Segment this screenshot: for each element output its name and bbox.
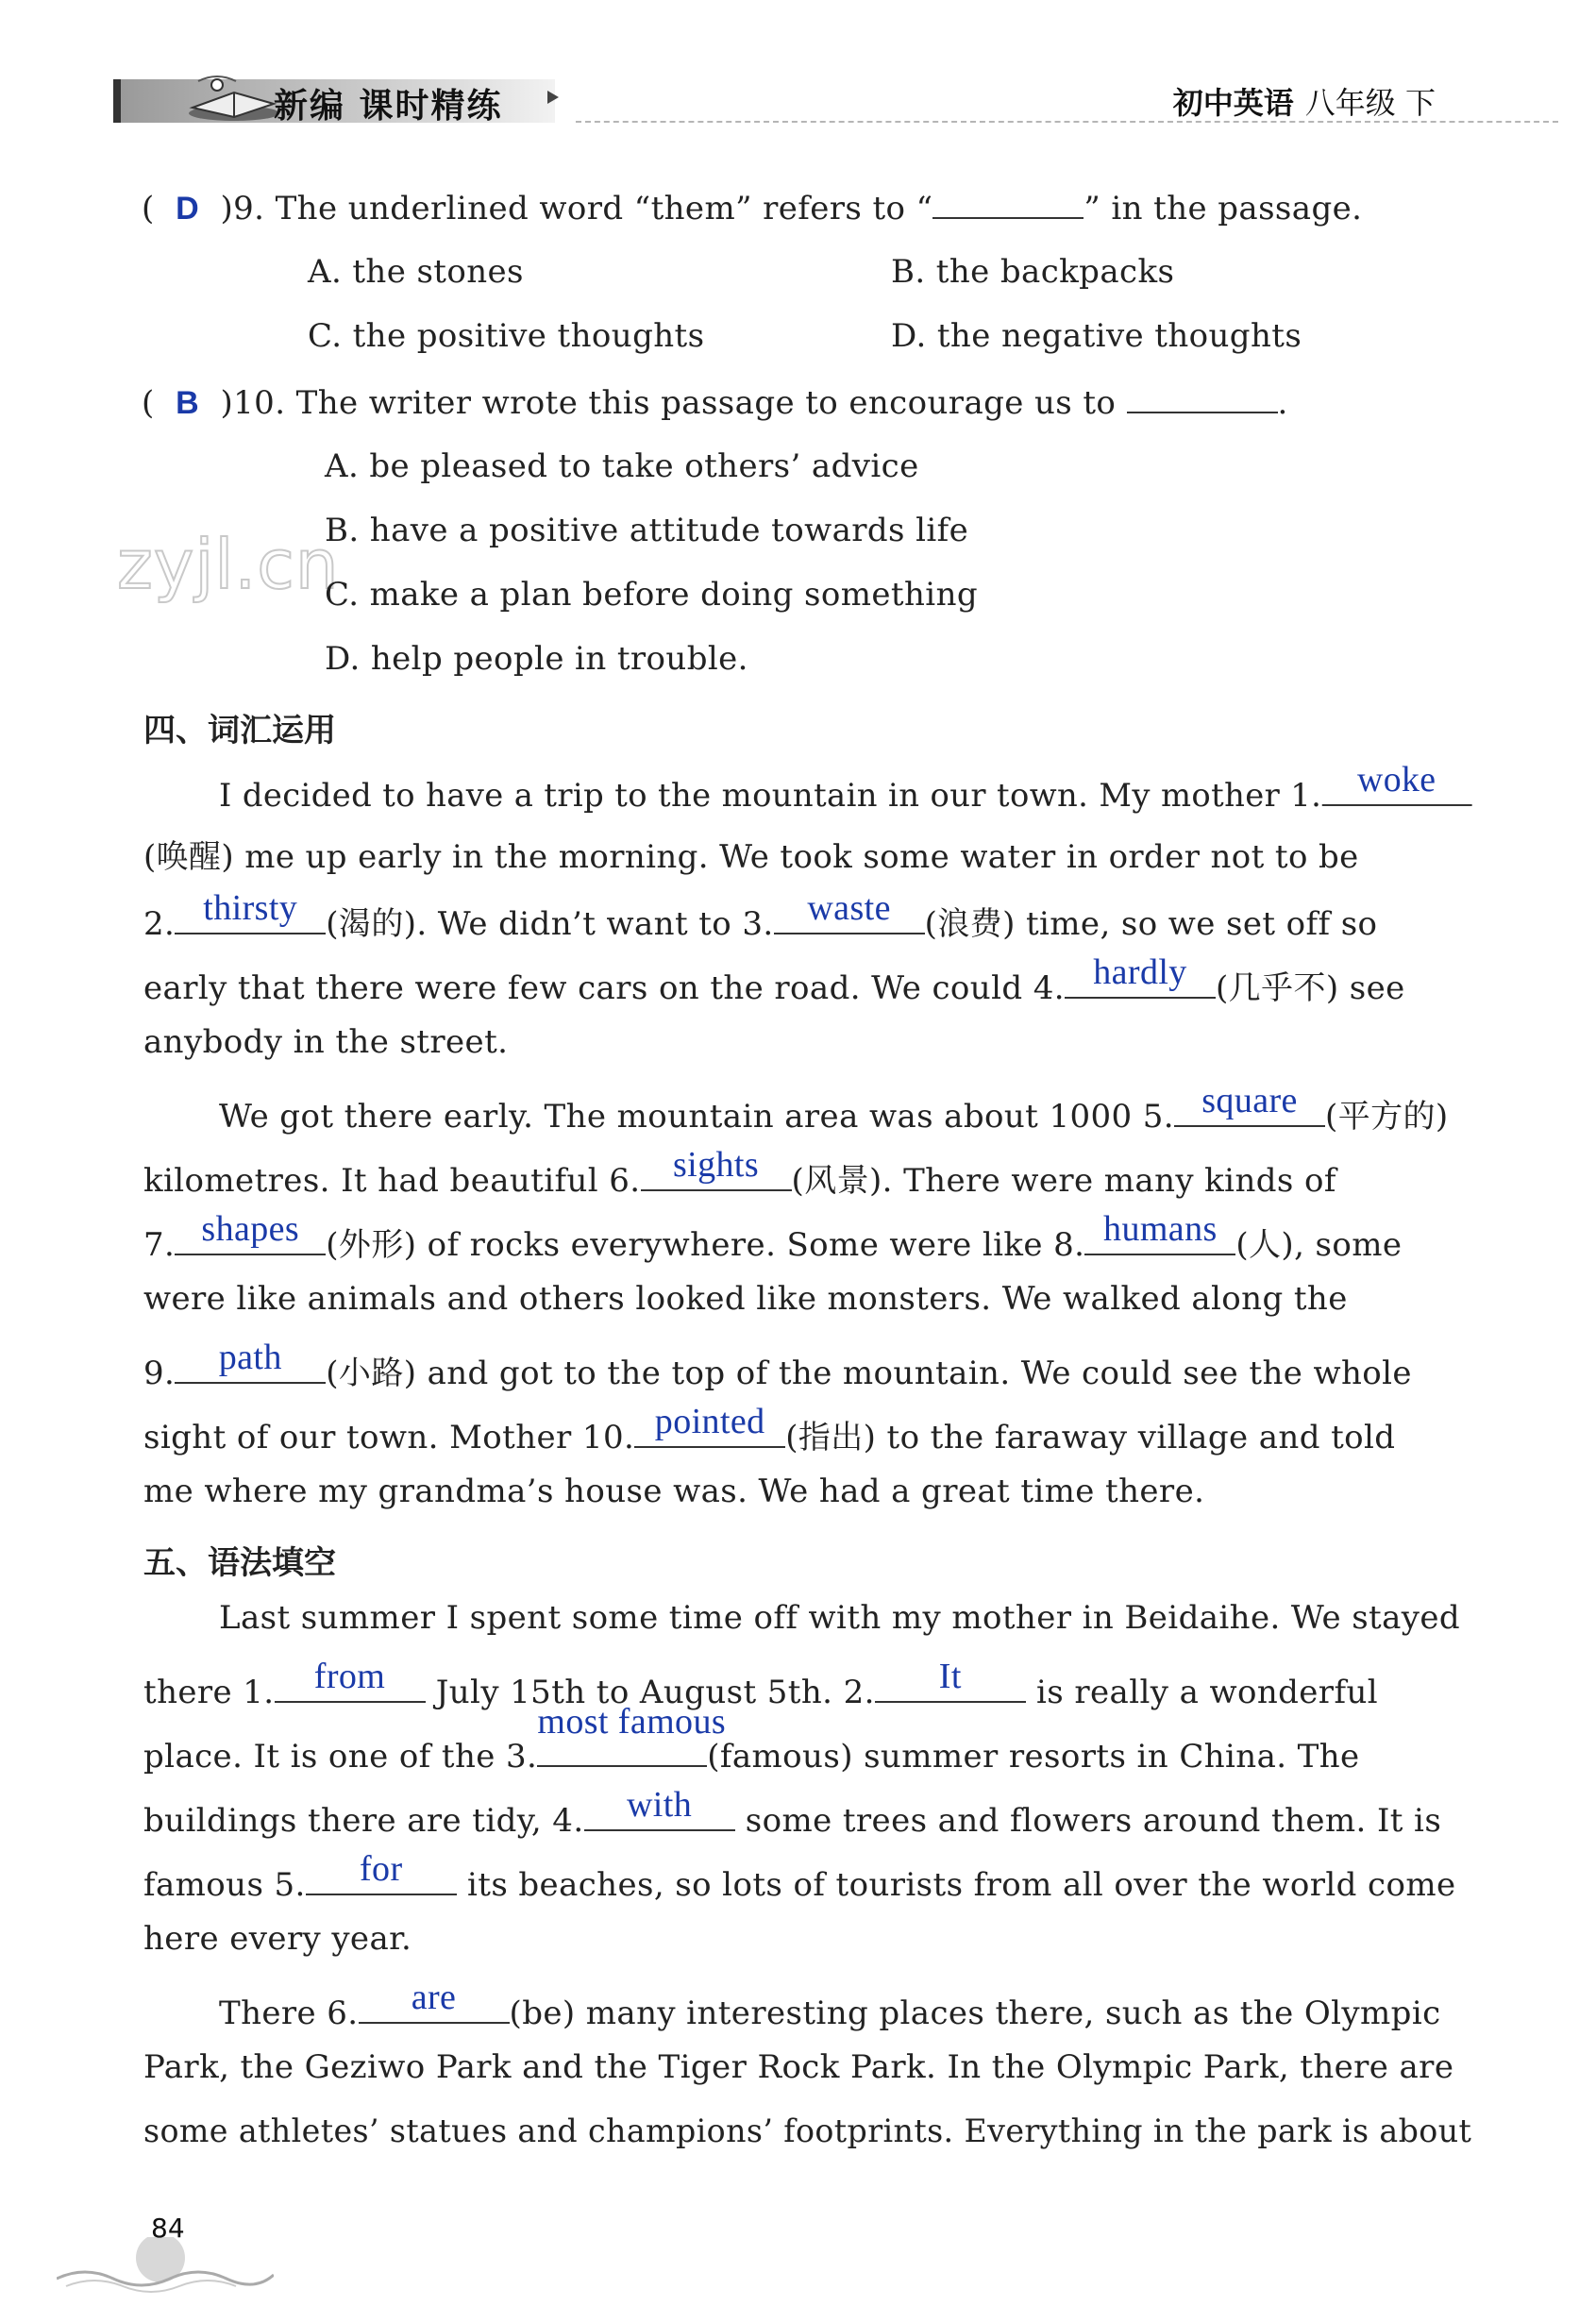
answer-s4-9: path [218, 1338, 282, 1377]
answer-s5-4: with [626, 1785, 693, 1825]
option-10d: D. help people in trouble. [325, 640, 748, 678]
section-5-heading: 五、语法填空 [143, 1544, 336, 1582]
s4-line-6: We got there early. The mountain area was about 1000 5. square (平方的) [219, 1081, 1449, 1136]
s5-line-8: Park, the Geziwo Park and the Tiger Rock Park. In the Olympic Park, there are [143, 2048, 1454, 2086]
option-10c: C. make a plan before doing something [325, 576, 979, 614]
answer-s4-6: sights [672, 1145, 760, 1185]
answer-s4-10: pointed [654, 1402, 765, 1441]
s4-line-11: sight of our town. Mother 10. pointed (指出) to the faraway village and told [143, 1402, 1396, 1456]
subject-grade [1173, 79, 1436, 123]
s4-line-7: kilometres. It had beautiful 6. sights (风景). There were many kinds of [143, 1145, 1336, 1200]
s4-line-4: early that there were few cars on the road. We could 4. hardly (几乎不) see [143, 952, 1405, 1007]
blank-q9 [932, 189, 1084, 219]
book-illustration-icon [179, 72, 283, 125]
question-9: ( D )9. The underlined word “them” refers to “ ” in the passage. [142, 190, 1363, 227]
option-10b: B. have a positive attitude towards life [325, 512, 969, 549]
watermark: zyjl.cn [117, 525, 340, 604]
s4-line-9: were like animals and others looked like monsters. We walked along the [143, 1280, 1348, 1318]
blank-q10 [1127, 383, 1278, 413]
answer-s4-3: waste [807, 888, 891, 928]
question-10: ( B )10. The writer wrote this passage to encourage us to . [142, 384, 1288, 422]
grade: 八年级 [1304, 85, 1396, 121]
option-10a: A. be pleased to take others’ advice [325, 447, 919, 485]
s4-line-1: I decided to have a trip to the mountain in our town. My mother 1. woke [219, 766, 1471, 815]
option-9a: A. the stones [308, 253, 524, 291]
option-9b: B. the backpacks [891, 253, 1175, 291]
page-number: 84 [151, 2213, 185, 2244]
s4-line-10: 9. path (小路) and got to the top of the mountain. We could see the whole [143, 1338, 1412, 1392]
s4-line-12: me where my grandma’s house was. We had a great time there. [143, 1473, 1205, 1510]
s5-line-2: there 1. from July 15th to August 5th. 2. It is really a wonderful [143, 1657, 1379, 1711]
answer-s4-4: hardly [1093, 952, 1187, 992]
s4-line-2: (唤醒) me up early in the morning. We took some water in order not to be [143, 838, 1359, 876]
answer-s5-5: for [360, 1849, 403, 1889]
answer-s5-6: are [411, 1978, 457, 2017]
volume: 下 [1404, 85, 1436, 121]
arrow-right-icon [547, 91, 559, 104]
section-4-heading: 四、词汇运用 [143, 712, 336, 749]
s5-line-4: buildings there are tidy, 4. with some trees and flowers around them. It is [143, 1785, 1442, 1840]
series-title: 新编 课时精练 [274, 87, 503, 126]
header-divider [576, 121, 1558, 123]
s4-line-8: 7. shapes (外形) of rocks everywhere. Some were like 8. humans (人), some [143, 1209, 1403, 1264]
answer-s4-1: woke [1357, 760, 1436, 800]
answer-q10: B [176, 385, 200, 421]
answer-s5-1: from [313, 1657, 386, 1696]
footer-wave-icon [57, 2237, 274, 2294]
answer-s5-2: It [938, 1657, 962, 1696]
answer-s5-3: most famous [537, 1702, 727, 1742]
answer-q9: D [176, 191, 200, 227]
s4-line-5: anybody in the street. [143, 1023, 509, 1061]
s5-line-3: place. It is one of the 3. most famous (famous) summer resorts in China. The [143, 1702, 1360, 1776]
option-9d: D. the negative thoughts [891, 317, 1302, 355]
s5-line-6: here every year. [143, 1920, 412, 1958]
answer-s4-7: shapes [201, 1209, 300, 1249]
s5-line-7: There 6. are (be) many interesting places there, such as the Olympic [219, 1978, 1441, 2032]
s4-line-3: 2. thirsty (渴的). We didn’t want to 3. waste (浪费) time, so we set off so [143, 888, 1378, 943]
option-9c: C. the positive thoughts [308, 317, 705, 355]
answer-s4-8: humans [1103, 1209, 1218, 1249]
s5-line-5: famous 5. for its beaches, so lots of tourists from all over the world come [143, 1849, 1456, 1904]
s5-line-1: Last summer I spent some time off with my mother in Beidaihe. We stayed [219, 1599, 1461, 1637]
s5-line-9: some athletes’ statues and champions’ footprints. Everything in the park is about [143, 2113, 1472, 2150]
answer-s4-5: square [1201, 1081, 1298, 1120]
answer-s4-2: thirsty [203, 888, 298, 928]
subject: 初中英语 [1172, 85, 1294, 121]
